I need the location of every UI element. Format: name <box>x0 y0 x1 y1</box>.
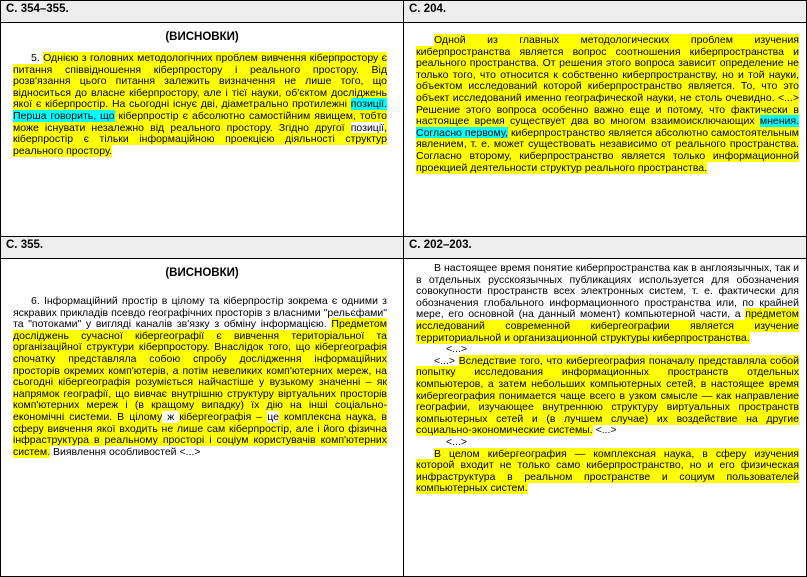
highlight-yellow: Предметом досліджень сучасної кібергеографії є вивчення територіальної та організаційної структури кіберпростору. Внаслідок того, що кібергеографія спочатку представляла собою спробу дослідження інформаційних просторів окремих комп'ютерів, а потім невеликих комп'ютерних мереж, на сьогодні кібергеографія розуміється найчастіше у вузькому значенні – як напрямок географії, що вивчає внутрішню структуру віртуальних просторів комп'ютерних мереж і (в кращому випадку) їх дію на інші соціально-економічні системи. В цілому <box>13 318 387 423</box>
ellipsis-1 <box>404 344 806 356</box>
right-paragraph-c <box>404 449 806 495</box>
conclusions-title: (ВИСНОВКИ) <box>165 31 239 43</box>
highlight-yellow: комплексна наука, в сферу вивчення якої входить не лише сам кіберпростір, але і його фізична інфраструктура в реальному просторі і соціум користувачів комп'ютерних систем. <box>13 410 387 458</box>
plain-text: 6. Інформаційний простір в цілому та кіберпростір зокрема є одними з яскравих прикладів псевдо географічних просторів з власними "рельєфами" та "потоками" у вигляді каналів зв'язку з обміну інформацією. <box>13 295 387 331</box>
content-row-1 <box>1 23 807 237</box>
highlight-yellow: Одной из главных методологических проблем изучения киберпространства является вопрос соотношения киберпространства и реального пространства. От решения этого вопроса зависит определение не только того, что относится к собственно киберпространству, но и той науки, объектом исследований которой киберпространство является. То, что это объект исследований именно географической науки, не столь очевидно. <...> Решение этого вопроса особенно важно еще и потому, что фактически <box>416 34 799 116</box>
right-cell-1 <box>404 23 807 237</box>
right-page-ref-1: С. 204. <box>404 1 807 23</box>
left-page-ref-2: С. 355. <box>1 237 404 259</box>
left-paragraph-5 <box>1 43 403 157</box>
right-paragraph-a <box>404 259 806 344</box>
highlight-yellow: предметом исследований современной кибергеографии является изучение территориальной и организационной структуры киберпространства. <box>416 308 799 344</box>
ellipsis-2 <box>404 437 806 449</box>
content-row-2 <box>1 259 807 577</box>
plain-text: Виявлення особливостей <...> <box>50 445 201 458</box>
highlight-yellow: В целом кибергеография — комплексная наука, в сферу изучения которой входит не только само киберпространство, но и его физическая инфраструктура в реальном пространстве и социум пользователей компьютерных систем. <box>416 447 799 495</box>
left-cell-2 <box>1 259 404 577</box>
highlight-yellow: в настоящее время существует два во многом взаимоисключающих <box>416 103 799 128</box>
left-page-ref-1: С. 354–355. <box>1 1 404 23</box>
highlight-yellow: Однією з головних методологічних проблем вивчення кіберпростору є питання співвідношення кіберпростору і реального простору. Від розв'язання цього питання залежить визначення не лише того, що відноситься до власне кіберпростору, але і тієї науки, об'єктом досліджень якої є кіберпростір. На сьогодні існує дві, діаметрально протилежні <box>13 52 387 111</box>
paragraph-number: 5. <box>31 52 44 64</box>
plain-text: В настоящее время понятие киберпространства как в англоязычных, так и в отдельных русскоязычных публикациях используется для обозначения совокупности пространств всех электронных систем, т. е. фактически для обозначения глобального информационного пространства или, по крайней мере, его основной (на данный момент) компьютерной части, а <box>416 262 799 321</box>
left-cell-1 <box>1 23 404 237</box>
highlight-cyan: позиції. Перша говорить, що <box>13 98 387 122</box>
right-cell-2 <box>404 259 807 577</box>
ellipsis-text: <...> <box>446 343 468 356</box>
highlight-yellow: кіберпростір є абсолютно самостійним явищем, тобто може існувати незалежно від реального простору. Згідно другої <box>13 109 387 134</box>
right-page-ref-2: С. 202–203. <box>404 237 807 259</box>
highlight-yellow: Вследствие того, что кибергеография поначалу представляла собой попытку исследования информационных пространств отдельных компьютеров, а затем небольших компьютерных сетей, в настоящее время кибергеография понимается чаще всего в узком смысле — как направление географии, изучающее внутреннюю структуру виртуальных пространств компьютерных сетей и (в лучшем случае) их воздействие на другие социально-экономические системы. <box>416 354 799 437</box>
header-row-1 <box>1 1 807 23</box>
header-row-2 <box>1 237 807 259</box>
left-paragraph-6 <box>1 279 403 458</box>
highlight-yellow: киберпространство является абсолютно самостоятельным явлением, т. е. может существовать независимо от реального пространства. Согласно второму, киберпространство является только информационной проекцией деятельности структур реального пространства. <box>416 126 799 174</box>
plain-text: <...> <box>592 424 617 437</box>
right-paragraph-1 <box>404 23 806 174</box>
ellipsis-text: <...> <box>446 435 468 448</box>
plain-text: ж <box>162 410 180 423</box>
plain-text: це <box>267 410 279 423</box>
highlight-yellow: , кіберпростір є тільки інформаційною проекцією діяльності структур реального простору. <box>13 121 387 157</box>
highlight-yellow: кібергеографія – <box>179 410 268 423</box>
plain-text: позиції <box>350 121 385 134</box>
plain-text: <...> <box>434 354 459 367</box>
highlight-cyan: мнения. Согласно первому, <box>416 115 799 139</box>
right-paragraph-b <box>404 356 806 437</box>
conclusions-title: (ВИСНОВКИ) <box>165 267 239 279</box>
